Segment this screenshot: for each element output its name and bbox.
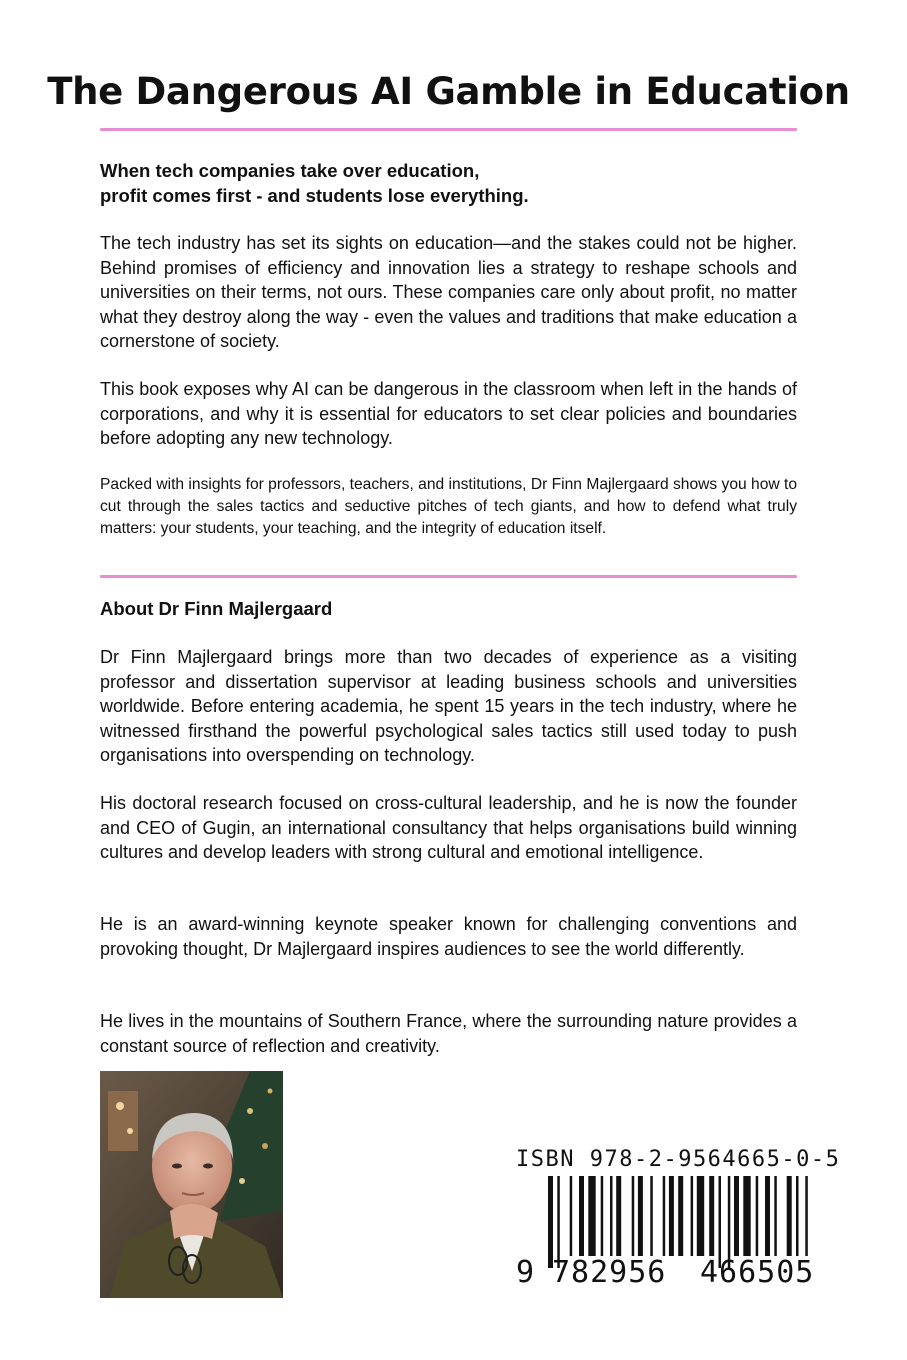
ean-left-group: 782956: [552, 1255, 667, 1290]
barcode-bar: [663, 1176, 666, 1256]
barcode-bar: [743, 1176, 750, 1256]
barcode-bar: [774, 1176, 777, 1256]
barcode-bar: [570, 1176, 573, 1256]
barcode-bar: [601, 1176, 604, 1256]
barcode-bar: [669, 1176, 674, 1256]
tagline: [100, 158, 797, 208]
barcode-bar: [734, 1176, 739, 1256]
barcode-bar: [638, 1176, 643, 1256]
about-paragraph-4: He lives in the mountains of Southern France, where the surrounding nature provides a constant source of reflection and creativity.: [100, 1011, 797, 1056]
description-paragraph-2: This book exposes why AI can be dangerous in the classroom when left in the hands of corporations, and why it is essential for educators to set clear policies and boundaries before adopting any new technology.: [100, 379, 797, 448]
about-paragraph-3: He is an award-winning keynote speaker known for challenging conventions and provoking thought, Dr Majlergaard inspires audiences to see the world differently.: [100, 914, 797, 959]
barcode-bar: [709, 1176, 714, 1256]
isbn-barcode: [512, 1146, 841, 1294]
isbn-label: ISBN 978-2-9564665-0-5: [516, 1147, 841, 1172]
about-paragraph-1: Dr Finn Majlergaard brings more than two decades of experience as a visiting professor and dissertation supervisor at leading business schools and universities worldwide. Before entering academia, he spent 15 years in the tech industry, where he witnessed firsthand the powerful psychological sales tactics still used today to push organisations into overspending on technology.: [100, 647, 797, 765]
description-paragraph-1: The tech industry has set its sights on education—and the stakes could not be higher. Behind promises of efficiency and innovation lies a strategy to reshape schools and universities on their terms, not ours. These companies care only about profit, no matter what they destroy along the way - even the values and traditions that make education a cornerstone of society.: [100, 233, 797, 351]
barcode-bar: [678, 1176, 683, 1256]
about-author-heading: About Dr Finn Majlergaard: [100, 598, 333, 619]
middle-divider: [100, 575, 797, 578]
barcode-bar: [588, 1176, 595, 1256]
ean-first-digit: 9: [516, 1255, 535, 1290]
barcode-bar: [697, 1176, 704, 1256]
barcode-bar: [805, 1176, 808, 1256]
ean-right-group: 466505: [700, 1255, 815, 1290]
barcode-bar: [616, 1176, 621, 1256]
author-photo: [100, 1071, 283, 1298]
barcode-bar: [610, 1176, 613, 1256]
barcode-bar: [579, 1176, 584, 1256]
barcode-bar: [765, 1176, 770, 1256]
tagline-line-2: profit comes first - and students lose everything.: [100, 185, 529, 206]
barcode-bar: [632, 1176, 635, 1256]
top-divider: [100, 128, 797, 131]
about-paragraph-2: His doctoral research focused on cross-cultural leadership, and he is now the founder and CEO of Gugin, an international consultancy that helps organisations build winning cultures and develop leaders with strong cultural and emotional intelligence.: [100, 793, 797, 862]
barcode-bar: [787, 1176, 792, 1256]
barcode-bar: [796, 1176, 799, 1256]
barcode-bar: [756, 1176, 759, 1256]
book-title: The Dangerous AI Gamble in Education: [47, 70, 850, 113]
tagline-line-1: When tech companies take over education,: [100, 160, 480, 181]
barcode-bar: [650, 1176, 653, 1256]
description-paragraph-3: Packed with insights for professors, teachers, and institutions, Dr Finn Majlergaard shows you how to cut through the sales tactics and seductive pitches of tech giants, and how to defend what truly matters: your students, your teaching, and the integrity of education itself.: [100, 476, 797, 537]
barcode-bar: [691, 1176, 694, 1256]
